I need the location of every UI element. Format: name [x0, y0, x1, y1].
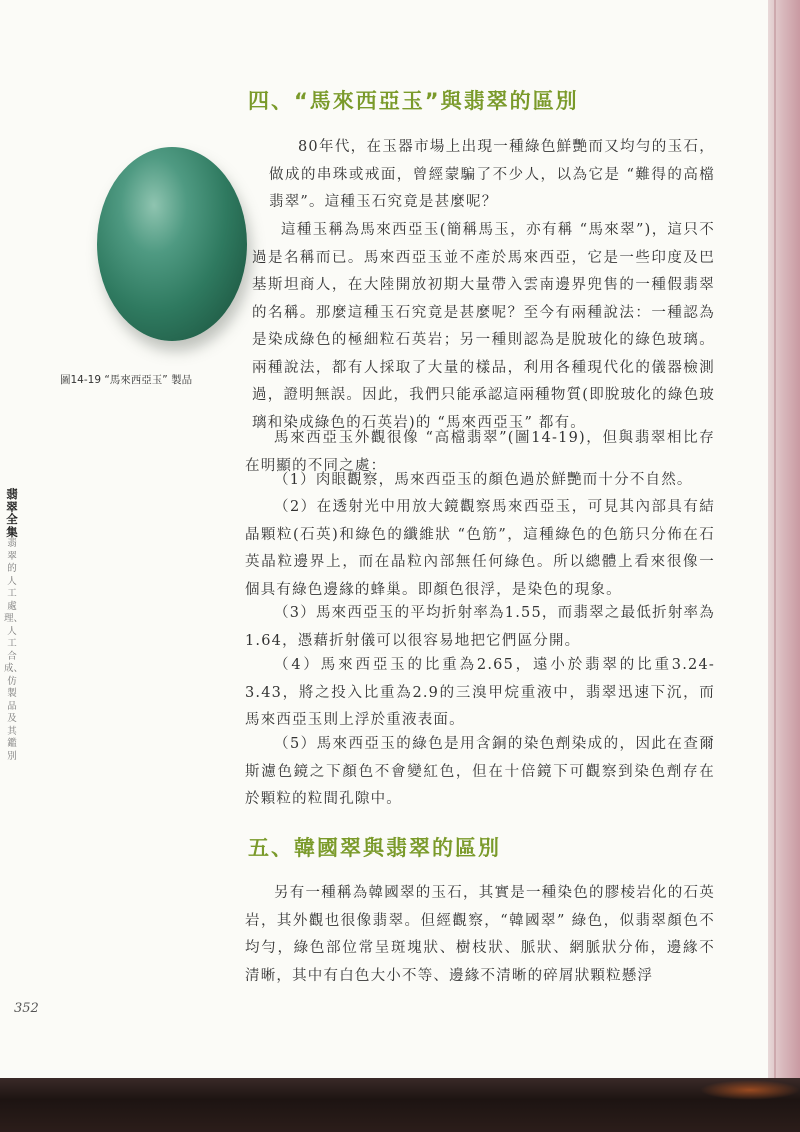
- paragraph-definition: 這種玉稱為馬來西亞玉(簡稱馬玉，亦有稱 “馬來翠”)，這只不過是名稱而已。馬來西亞玉並不產於馬來西亞，它是一些印度及巴基斯坦商人，在大陸開放初期大量帶入雲南邊界兜售的一種假翡翠的名稱。那麼這種玉石究竟是甚麼呢？至今有兩種說法：一種認為是染成綠色的極細粒石英岩；另一種則認為是脫玻化的綠色玻璃。兩種說法，都有人採取了大量的樣品，利用各種現代化的儀器檢測過，證明無誤。因此，我們只能承認這兩種物質(即脫玻化的綠色玻璃和染成綠色的石英岩)的 “馬來西亞玉” 都有。: [252, 222, 715, 431]
- spine-edge: [774, 0, 776, 1078]
- running-side-label: [4, 487, 24, 763]
- book-spine: [768, 0, 800, 1078]
- scan-bottom-edge: [0, 1078, 800, 1132]
- section-heading-5: 五、韓國翠與翡翠的區別: [248, 836, 501, 860]
- paragraph-intro: 80年代，在玉器市場上出現一種綠色鮮艷而又均勻的玉石，做成的串珠或戒面，曾經蒙騙了不少人，以為它是 “難得的高檔翡翠”。這種玉石究竟是甚麼呢？: [269, 139, 715, 210]
- scan-bottom-glow: [700, 1080, 800, 1100]
- page-number: 352: [14, 1001, 39, 1016]
- paragraph-point-3: （3）馬來西亞玉的平均折射率為1.55，而翡翠之最低折射率為1.64，憑藉折射儀可以很容易地把它們區分開。: [245, 605, 715, 649]
- book-title-vertical: 翡翠全集: [6, 487, 18, 539]
- figure-caption: 圖14-19 “馬來西亞玉” 製品: [60, 374, 193, 386]
- section-heading-4: 四、“馬來西亞玉”與翡翠的區別: [248, 89, 579, 113]
- paragraph-point-4: （4）馬來西亞玉的比重為2.65，遠小於翡翠的比重3.24-3.43，將之投入比重為2.9的三溴甲烷重液中，翡翠迅速下沉，而馬來西亞玉則上浮於重液表面。: [245, 657, 715, 728]
- chapter-title-vertical: 翡翠的人工處理、人工合成、仿製品及其鑑別: [4, 538, 24, 762]
- paragraph-point-1: （1）肉眼觀察，馬來西亞玉的顏色過於鮮艷而十分不自然。: [274, 472, 693, 488]
- paragraph-korean-jade: 另有一種稱為韓國翠的玉石，其實是一種染色的膠棱岩化的石英岩，其外觀也很像翡翠。但經觀察，“韓國翠” 綠色，似翡翠顏色不均勻，綠色部位常呈斑塊狀、樹枝狀、脈狀、網脈狀分佈，邊緣不清晰，其中有白色大小不等、邊緣不清晰的碎屑狀顆粒懸浮: [245, 885, 715, 984]
- paragraph-comparison: 馬來西亞玉外觀很像 “高檔翡翠”(圖14-19)，但與翡翠相比存在明顯的不同之處：: [245, 430, 715, 474]
- paragraph-point-5: （5）馬來西亞玉的綠色是用含銅的染色劑染成的，因此在查爾斯濾色鏡之下顏色不會變紅色，但在十倍鏡下可觀察到染色劑存在於顆粒的粒間孔隙中。: [245, 736, 715, 807]
- paragraph-point-2: （2）在透射光中用放大鏡觀察馬來西亞玉，可見其內部具有結晶顆粒(石英)和綠色的纖維狀 “色筋”，這種綠色的色筋只分佈在石英晶粒邊界上，而在晶粒內部無任何綠色。所以總體上看來很像一個具有綠色邊緣的蜂巢。即顏色很浮，是染色的現象。: [245, 499, 715, 598]
- malaysia-jade-photo: [97, 147, 247, 341]
